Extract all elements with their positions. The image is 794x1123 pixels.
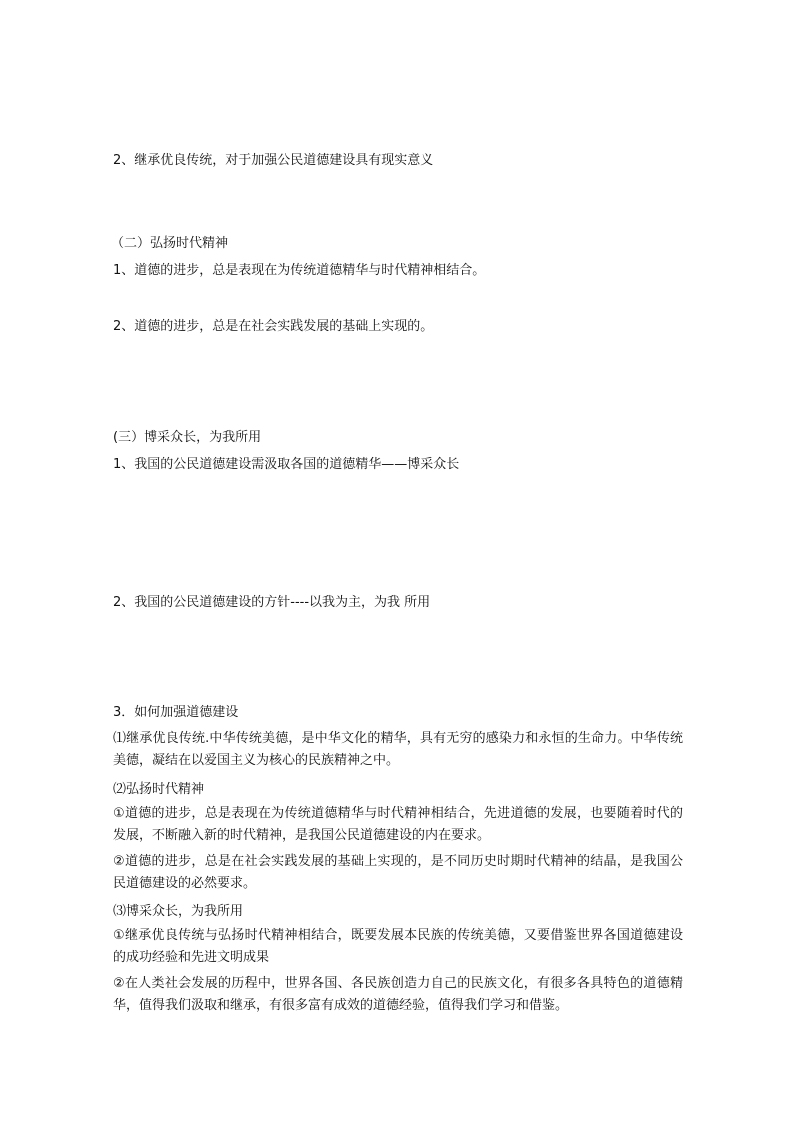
summary-section-1-paragraph: ⑴继承优良传统.中华传统美德，是中华文化的精华，具有无穷的感染力和永恒的生命力。中华传统美德，凝结在以爱国主义为核心的民族精神之中。 xyxy=(113,731,683,768)
part3-item-2: 2、我国的公民道德建设的方针----以我为主，为我 所用 xyxy=(113,595,431,610)
summary-section-2-paragraph-2: ②道德的进步，总是在社会实践发展的基础上实现的，是不同历史时期时代精神的结晶，是我国公民道德建设的必然要求。 xyxy=(113,854,683,891)
summary-section-2-paragraph-1: ①道德的进步，总是表现在为传统道德精华与时代精神相结合，先进道德的发展，也要随着时代的发展，不断融入新的时代精神，是我国公民道德建设的内在要求。 xyxy=(113,806,683,843)
part2-item-2: 2、道德的进步，总是在社会实践发展的基础上实现的。 xyxy=(113,319,434,334)
summary-section-3-heading: ⑶博采众长，为我所用 xyxy=(113,904,244,919)
part3-heading: (三）博采众长，为我所用 xyxy=(113,430,262,445)
part1-item-2: 2、继承优良传统，对于加强公民道德建设具有现实意义 xyxy=(113,153,434,168)
part3-item-1: 1、我国的公民道德建设需汲取各国的道德精华——博采众长 xyxy=(113,457,460,472)
summary-section-2-heading: ⑵弘扬时代精神 xyxy=(113,782,205,797)
part2-heading: （二）弘扬时代精神 xyxy=(111,236,229,251)
summary-heading: 3．如何加强道德建设 xyxy=(113,705,239,720)
summary-section-3-paragraph-1: ①继承优良传统与弘扬时代精神相结合，既要发展本民族的传统美德，又要借鉴世界各国道德建设的成功经验和先进文明成果 xyxy=(113,928,683,965)
part2-item-1: 1、道德的进步，总是表现在为传统道德精华与时代精神相结合。 xyxy=(113,263,486,278)
summary-section-3-paragraph-2: ②在人类社会发展的历程中，世界各国、各民族创造力自己的民族文化，有很多各具特色的道德精华，值得我们汲取和继承，有很多富有成效的道德经验，值得我们学习和借鉴。 xyxy=(113,976,683,1013)
